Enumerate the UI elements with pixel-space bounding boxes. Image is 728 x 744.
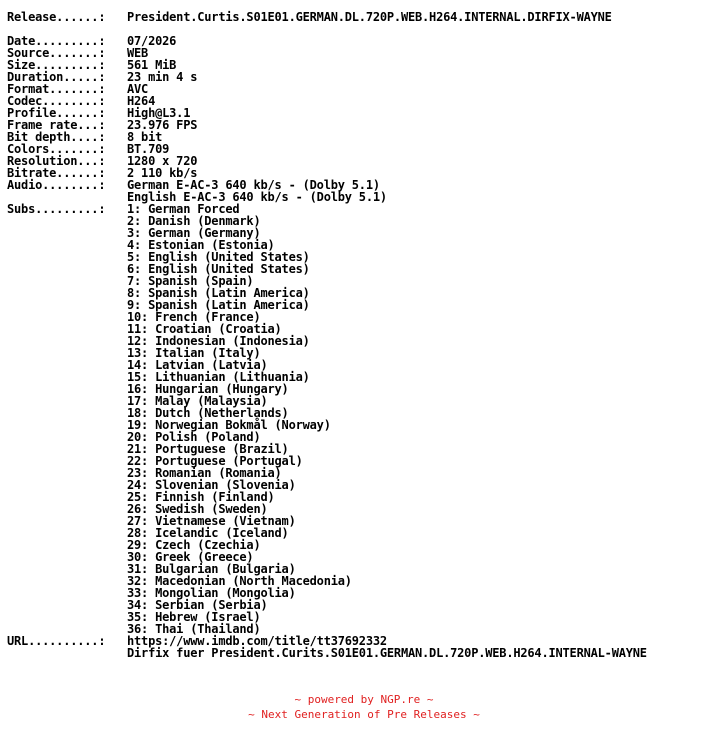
subtitle-row-value: 34: Serbian (Serbia) [127, 598, 268, 612]
subtitle-row [7, 515, 647, 527]
subtitle-row-value: 1: German Forced [127, 202, 240, 216]
subtitle-row-label [7, 263, 127, 275]
subtitle-row-label [7, 407, 127, 419]
subtitle-row-value: 7: Spanish (Spain) [127, 274, 254, 288]
audio-track-row-value: English E-AC-3 640 kb/s - (Dolby 5.1) [127, 190, 387, 204]
field-row-value: 561 MiB [127, 58, 177, 72]
field-row-label: Source.......: [7, 46, 106, 60]
subtitle-row-value: 21: Portuguese (Brazil) [127, 442, 289, 456]
subtitle-row [7, 395, 647, 407]
subtitle-row-value: 19: Norwegian Bokmål (Norway) [127, 418, 331, 432]
subtitle-row-label [7, 539, 127, 551]
field-row-label: Frame rate...: [7, 118, 106, 132]
subtitle-row-value: 15: Lithuanian (Lithuania) [127, 370, 310, 384]
subtitle-row [7, 215, 647, 227]
subtitle-row [7, 251, 647, 263]
subtitle-row-label [7, 215, 127, 227]
subtitle-row-value: 17: Malay (Malaysia) [127, 394, 268, 408]
subtitle-row-label [7, 335, 127, 347]
subtitle-row-label [7, 419, 127, 431]
subtitle-row [7, 443, 647, 455]
subtitle-row [7, 287, 647, 299]
subtitle-row [7, 239, 647, 251]
subtitle-row-value: 22: Portuguese (Portugal) [127, 454, 303, 468]
subtitle-row-value: 6: English (United States) [127, 262, 310, 276]
subtitle-row [7, 335, 647, 347]
subtitle-row-value: 33: Mongolian (Mongolia) [127, 586, 296, 600]
subtitle-row-label [7, 587, 127, 599]
subtitle-row [7, 611, 647, 623]
field-row-value: WEB [127, 46, 149, 60]
subtitle-row-value: 13: Italian (Italy) [127, 346, 261, 360]
subtitle-row-value: 27: Vietnamese (Vietnam) [127, 514, 296, 528]
subtitle-row-label [7, 311, 127, 323]
subtitle-row-value: 30: Greek (Greece) [127, 550, 254, 564]
subtitle-row [7, 587, 647, 599]
url-row-label [7, 647, 127, 659]
subtitle-row-value: 23: Romanian (Romania) [127, 466, 282, 480]
subs-block [7, 203, 647, 635]
subtitle-row [7, 263, 647, 275]
subtitle-row-label: Subs.........: [7, 202, 106, 216]
subtitle-row-value: 9: Spanish (Latin America) [127, 298, 310, 312]
subtitle-row-label [7, 443, 127, 455]
url-row-value: Dirfix fuer President.Curits.S01E01.GERMAN.DL.720P.WEB.H264.INTERNAL-WAYNE [127, 646, 647, 660]
field-row-label: Bitrate......: [7, 166, 106, 180]
subtitle-row-label [7, 455, 127, 467]
release-line [7, 11, 647, 23]
field-row-label: Duration.....: [7, 70, 106, 84]
subtitle-row [7, 419, 647, 431]
subtitle-row-label [7, 383, 127, 395]
subtitle-row [7, 599, 647, 611]
url-block [7, 635, 647, 659]
subtitle-row [7, 575, 647, 587]
subtitle-row-label [7, 551, 127, 563]
subtitle-row [7, 479, 647, 491]
subtitle-row-label [7, 275, 127, 287]
subtitle-row-value: 24: Slovenian (Slovenia) [127, 478, 296, 492]
subtitle-row-value: 28: Icelandic (Iceland) [127, 526, 289, 540]
release-value: President.Curtis.S01E01.GERMAN.DL.720P.WEB.H264.INTERNAL.DIRFIX-WAYNE [127, 10, 612, 24]
subtitle-row-value: 2: Danish (Denmark) [127, 214, 261, 228]
audio-block [7, 179, 647, 203]
subtitle-row-label [7, 575, 127, 587]
subtitle-row-label [7, 479, 127, 491]
subtitle-row-value: 26: Swedish (Sweden) [127, 502, 268, 516]
subtitle-row-label [7, 227, 127, 239]
subtitle-row [7, 455, 647, 467]
footer [0, 692, 728, 722]
field-row-value: BT.709 [127, 142, 170, 156]
field-row-value: 1280 x 720 [127, 154, 198, 168]
subtitle-row [7, 431, 647, 443]
subtitle-row-value: 8: Spanish (Latin America) [127, 286, 310, 300]
subtitle-row [7, 299, 647, 311]
subtitle-row [7, 323, 647, 335]
subtitle-row-label [7, 491, 127, 503]
subtitle-row-value: 31: Bulgarian (Bulgaria) [127, 562, 296, 576]
subtitle-row-label [7, 599, 127, 611]
subtitle-row-value: 16: Hungarian (Hungary) [127, 382, 289, 396]
subtitle-row-value: 36: Thai (Thailand) [127, 622, 261, 636]
subtitle-row [7, 311, 647, 323]
subtitle-row-value: 18: Dutch (Netherlands) [127, 406, 289, 420]
subtitle-row-value: 14: Latvian (Latvia) [127, 358, 268, 372]
subtitle-row [7, 527, 647, 539]
footer-powered-by: ~ powered by NGP.re ~ [294, 693, 434, 706]
subtitle-row [7, 347, 647, 359]
subtitle-row-label [7, 299, 127, 311]
subtitle-row [7, 227, 647, 239]
field-row-value: AVC [127, 82, 149, 96]
field-row-value: H264 [127, 94, 156, 108]
subtitle-row-value: 5: English (United States) [127, 250, 310, 264]
subtitle-row [7, 503, 647, 515]
field-row-value: High@L3.1 [127, 106, 191, 120]
field-row-label: Date.........: [7, 34, 106, 48]
subtitle-row-value: 3: German (Germany) [127, 226, 261, 240]
audio-track-row-label: Audio........: [7, 178, 106, 192]
subtitle-row-value: 25: Finnish (Finland) [127, 490, 275, 504]
subtitle-row-label [7, 515, 127, 527]
field-row-label: Codec........: [7, 94, 106, 108]
subtitle-row-label [7, 611, 127, 623]
url-row [7, 647, 647, 659]
field-row-label: Size.........: [7, 58, 106, 72]
subtitle-row [7, 203, 647, 215]
subtitle-row-label [7, 239, 127, 251]
url-row-value: https://www.imdb.com/title/tt37692332 [127, 634, 387, 648]
subtitle-row [7, 359, 647, 371]
subtitle-row-label [7, 359, 127, 371]
info-fields [7, 35, 647, 179]
field-row-label: Format.......: [7, 82, 106, 96]
subtitle-row [7, 383, 647, 395]
subtitle-row-value: 29: Czech (Czechia) [127, 538, 261, 552]
field-row-value: 2 110 kb/s [127, 166, 198, 180]
subtitle-row [7, 371, 647, 383]
field-row-label: Resolution...: [7, 154, 106, 168]
subtitle-row-value: 10: French (France) [127, 310, 261, 324]
subtitle-row-value: 12: Indonesian (Indonesia) [127, 334, 310, 348]
subtitle-row-label [7, 527, 127, 539]
field-row-value: 07/2026 [127, 34, 177, 48]
field-row-value: 23 min 4 s [127, 70, 198, 84]
release-label: Release......: [7, 10, 106, 24]
subtitle-row-label [7, 323, 127, 335]
url-row-label: URL..........: [7, 634, 106, 648]
subtitle-row-label [7, 371, 127, 383]
subtitle-row-label [7, 431, 127, 443]
subtitle-row-label [7, 503, 127, 515]
audio-track-row-value: German E-AC-3 640 kb/s - (Dolby 5.1) [127, 178, 380, 192]
nfo-document [7, 11, 647, 659]
subtitle-row-label [7, 251, 127, 263]
subtitle-row-value: 35: Hebrew (Israel) [127, 610, 261, 624]
subtitle-row-label [7, 563, 127, 575]
subtitle-row-label [7, 287, 127, 299]
subtitle-row-value: 32: Macedonian (North Macedonia) [127, 574, 352, 588]
subtitle-row [7, 275, 647, 287]
subtitle-row [7, 539, 647, 551]
field-row-label: Bit depth....: [7, 130, 106, 144]
subtitle-row-value: 4: Estonian (Estonia) [127, 238, 275, 252]
subtitle-row-label [7, 467, 127, 479]
subtitle-row-label [7, 395, 127, 407]
subtitle-row-value: 11: Croatian (Croatia) [127, 322, 282, 336]
field-row-value: 8 bit [127, 130, 163, 144]
subtitle-row [7, 551, 647, 563]
field-row-value: 23.976 FPS [127, 118, 198, 132]
footer-tagline: ~ Next Generation of Pre Releases ~ [248, 708, 480, 721]
field-row-label: Profile......: [7, 106, 106, 120]
subtitle-row [7, 491, 647, 503]
subtitle-row [7, 467, 647, 479]
subtitle-row-label [7, 347, 127, 359]
subtitle-row-value: 20: Polish (Poland) [127, 430, 261, 444]
field-row-label: Colors.......: [7, 142, 106, 156]
